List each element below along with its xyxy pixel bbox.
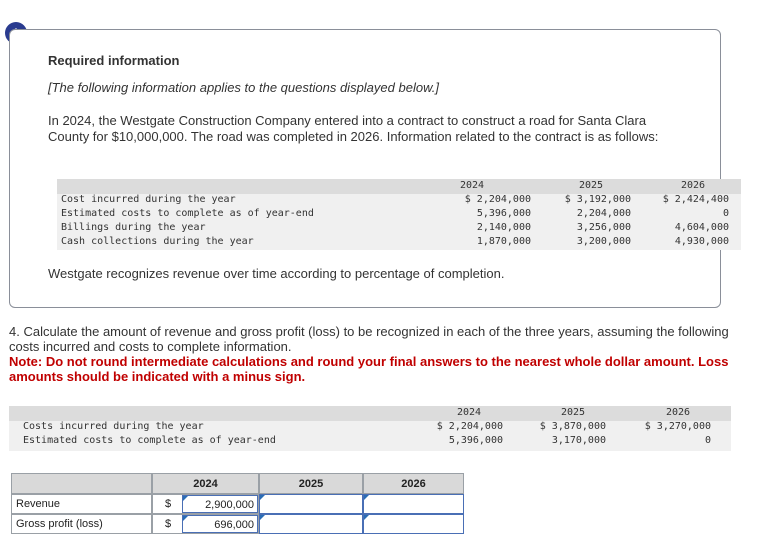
applies-note: [The following information applies to the questions displayed below.] bbox=[48, 80, 439, 95]
row-label: Estimated costs to complete as of year-end bbox=[61, 208, 314, 219]
revenue-label: Revenue bbox=[11, 494, 152, 514]
answer-header-2026: 2026 bbox=[363, 473, 464, 494]
rounding-note: Note: Do not round intermediate calculations and round your final answers to the nearest whole dollar amount. Loss amounts should be indicated with a minus sign. bbox=[9, 354, 729, 384]
cell: 1,870,000 bbox=[476, 236, 531, 247]
cost-table-body bbox=[9, 421, 731, 451]
gross-profit-2026-input[interactable] bbox=[363, 514, 464, 534]
input-marker-icon bbox=[364, 495, 369, 500]
year-2025-header: 2025 bbox=[578, 180, 604, 191]
cell: $ 3,870,000 bbox=[539, 421, 606, 432]
gross-profit-2024-cell bbox=[152, 514, 259, 534]
required-information-box bbox=[9, 29, 729, 308]
revenue-2024-cell bbox=[152, 494, 259, 514]
input-marker-icon bbox=[183, 516, 188, 521]
cost-table-header bbox=[9, 406, 731, 421]
cell: $ 2,424,400 bbox=[662, 194, 729, 205]
question-text bbox=[9, 324, 749, 384]
input-marker-icon bbox=[260, 515, 265, 520]
gross-profit-2024-input[interactable]: 696,000 bbox=[182, 515, 258, 533]
cell: 3,170,000 bbox=[551, 435, 606, 446]
gross-profit-2025-input[interactable] bbox=[259, 514, 363, 534]
dollar-sign: $ bbox=[164, 518, 172, 530]
cell: $ 2,204,000 bbox=[464, 194, 531, 205]
input-marker-icon bbox=[260, 495, 265, 500]
year-2025-header: 2025 bbox=[560, 407, 586, 418]
row-label: Billings during the year bbox=[61, 222, 206, 233]
cell: $ 2,204,000 bbox=[436, 421, 503, 432]
cell: 4,604,000 bbox=[674, 222, 729, 233]
dollar-sign: $ bbox=[164, 498, 172, 510]
cell: 0 bbox=[704, 435, 711, 446]
row-label: Costs incurred during the year bbox=[23, 421, 204, 432]
revenue-2026-input[interactable] bbox=[363, 494, 464, 514]
contract-table-body bbox=[57, 194, 741, 250]
year-2026-header: 2026 bbox=[665, 407, 691, 418]
revenue-2024-input[interactable]: 2,900,000 bbox=[182, 495, 258, 513]
cell: 0 bbox=[722, 208, 729, 219]
required-information-title: Required information bbox=[48, 53, 180, 68]
answer-header-blank bbox=[11, 473, 152, 494]
cell: $ 3,192,000 bbox=[564, 194, 631, 205]
question-prompt: 4. Calculate the amount of revenue and gross profit (loss) to be recognized in each of the three years, assuming the following costs incurred and costs to complete information. bbox=[9, 324, 729, 354]
intro-text: In 2024, the Westgate Construction Company entered into a contract to construct a road for Santa Clara County for $10,000,000. The road was completed in 2026. Information related to the contract is as follows: bbox=[48, 113, 659, 144]
cell: 3,256,000 bbox=[576, 222, 631, 233]
contract-table-header bbox=[57, 179, 741, 194]
cell: 4,930,000 bbox=[674, 236, 729, 247]
cell: 5,396,000 bbox=[448, 435, 503, 446]
year-2026-header: 2026 bbox=[680, 180, 706, 191]
cell: 2,204,000 bbox=[576, 208, 631, 219]
input-marker-icon bbox=[364, 515, 369, 520]
recognition-text: Westgate recognizes revenue over time according to percentage of completion. bbox=[48, 266, 505, 281]
gross-profit-label: Gross profit (loss) bbox=[11, 514, 152, 534]
answer-header-2025: 2025 bbox=[259, 473, 363, 494]
year-2024-header: 2024 bbox=[459, 180, 485, 191]
cell: 3,200,000 bbox=[576, 236, 631, 247]
cell: 5,396,000 bbox=[476, 208, 531, 219]
cell: 2,140,000 bbox=[476, 222, 531, 233]
row-label: Estimated costs to complete as of year-end bbox=[23, 435, 276, 446]
input-marker-icon bbox=[183, 496, 188, 501]
year-2024-header: 2024 bbox=[456, 407, 482, 418]
answer-header-2024: 2024 bbox=[152, 473, 259, 494]
cell: $ 3,270,000 bbox=[644, 421, 711, 432]
revenue-2025-input[interactable] bbox=[259, 494, 363, 514]
row-label: Cash collections during the year bbox=[61, 236, 254, 247]
row-label: Cost incurred during the year bbox=[61, 194, 236, 205]
